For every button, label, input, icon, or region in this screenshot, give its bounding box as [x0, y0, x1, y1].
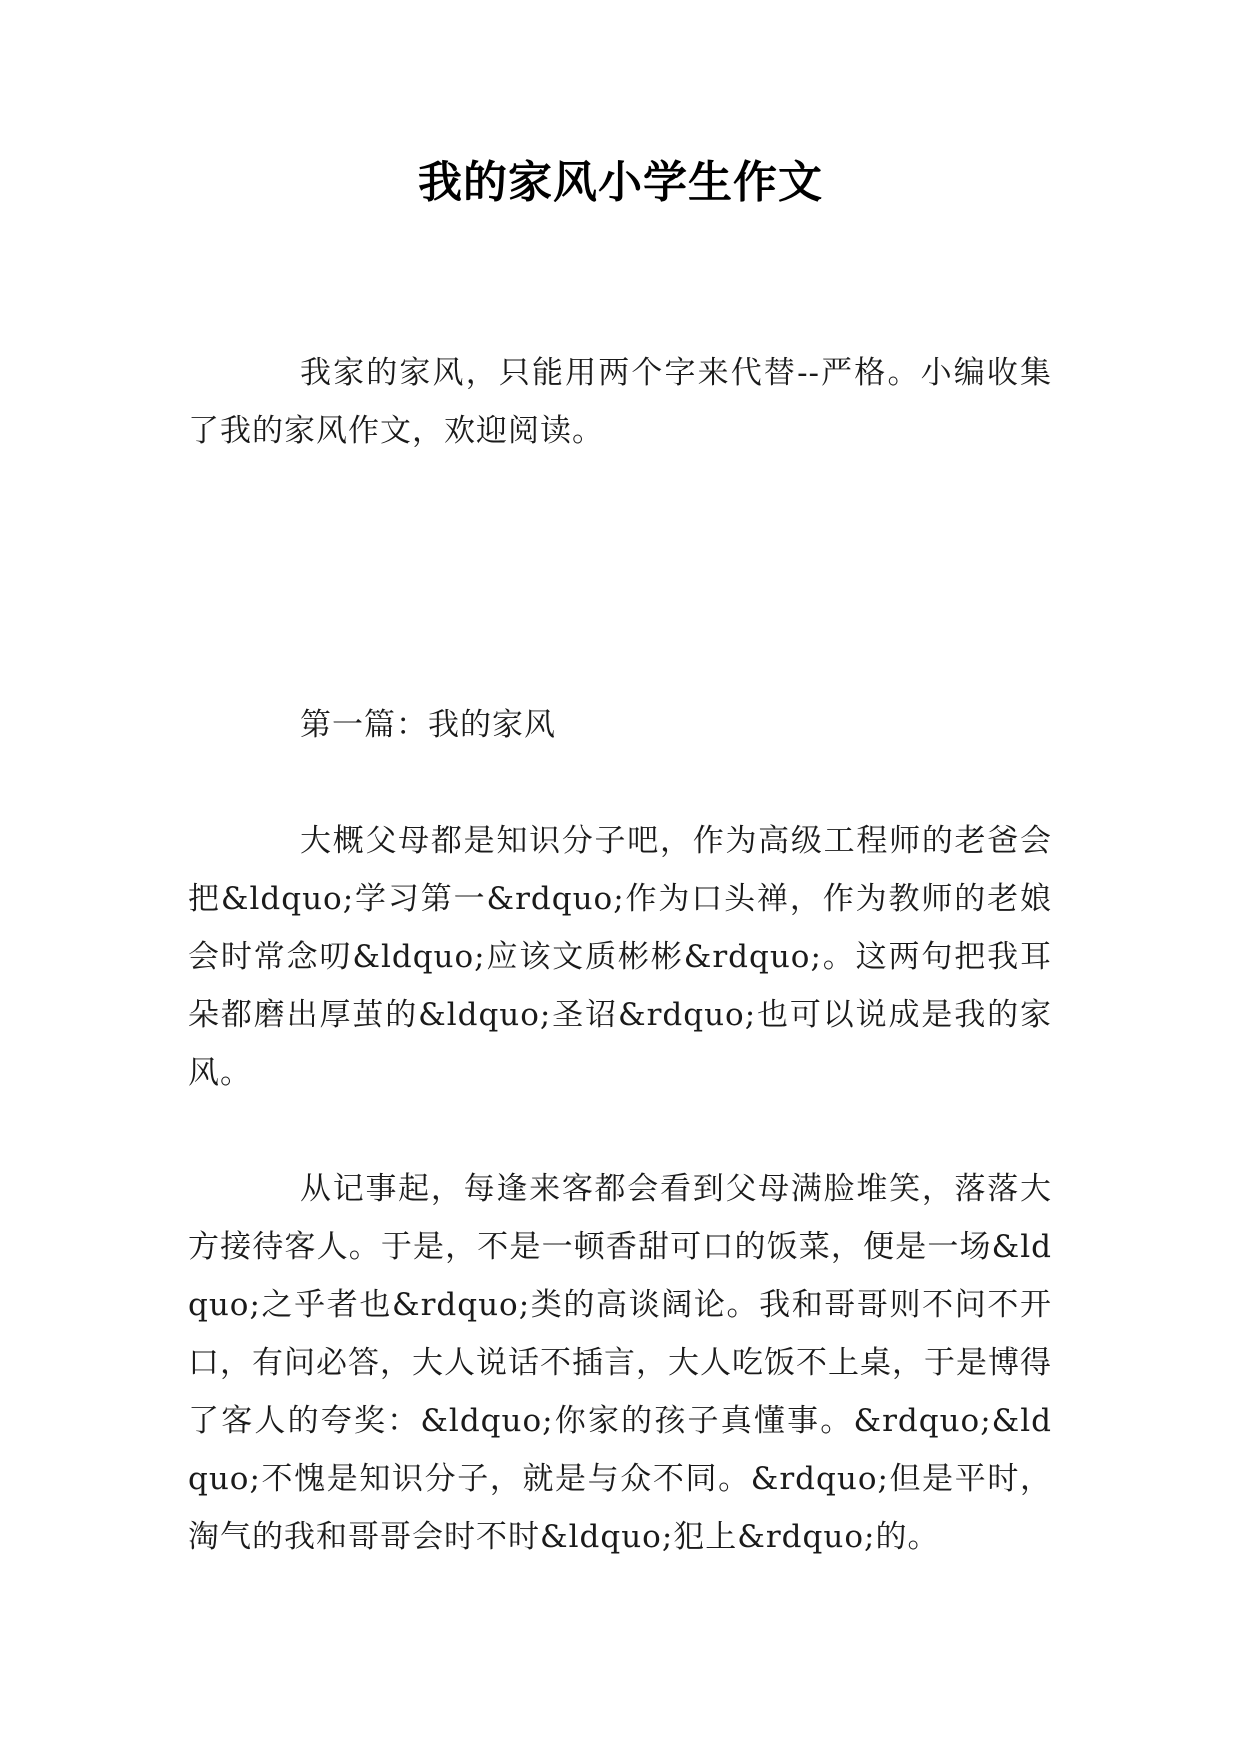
document-title: 我的家风小学生作文: [418, 157, 823, 208]
body-paragraph: 从记事起，每逢来客都会看到父母满脸堆笑，落落大方接待客人。于是，不是一顿香甜可口的饭菜，便是一场&ldquo;之乎者也&rdquo;类的高谈阔论。我和哥哥则不问不开口，有问必答，大人说话不插言，大人吃饭不上桌，于是博得了客人的夸奖：&ldquo;你家的孩子真懂事。&rdquo;&ldquo;不愧是知识分子，就是与众不同。&rdquo;但是平时，淘气的我和哥哥会时不时&ldquo;犯上&rdquo;的。: [188, 1171, 1052, 1555]
intro-paragraph: 我家的家风，只能用两个字来代替--严格。小编收集了我的家风作文，欢迎阅读。: [188, 355, 1052, 449]
body-paragraph: 大概父母都是知识分子吧，作为高级工程师的老爸会把&ldquo;学习第一&rdquo;作为口头禅，作为教师的老娘会时常念叨&ldquo;应该文质彬彬&rdquo;。这两句把我耳朵都磨出厚茧的&ldquo;圣诏&rdquo;也可以说成是我的家风。: [188, 823, 1052, 1091]
section-heading: 第一篇：我的家风: [300, 707, 556, 743]
